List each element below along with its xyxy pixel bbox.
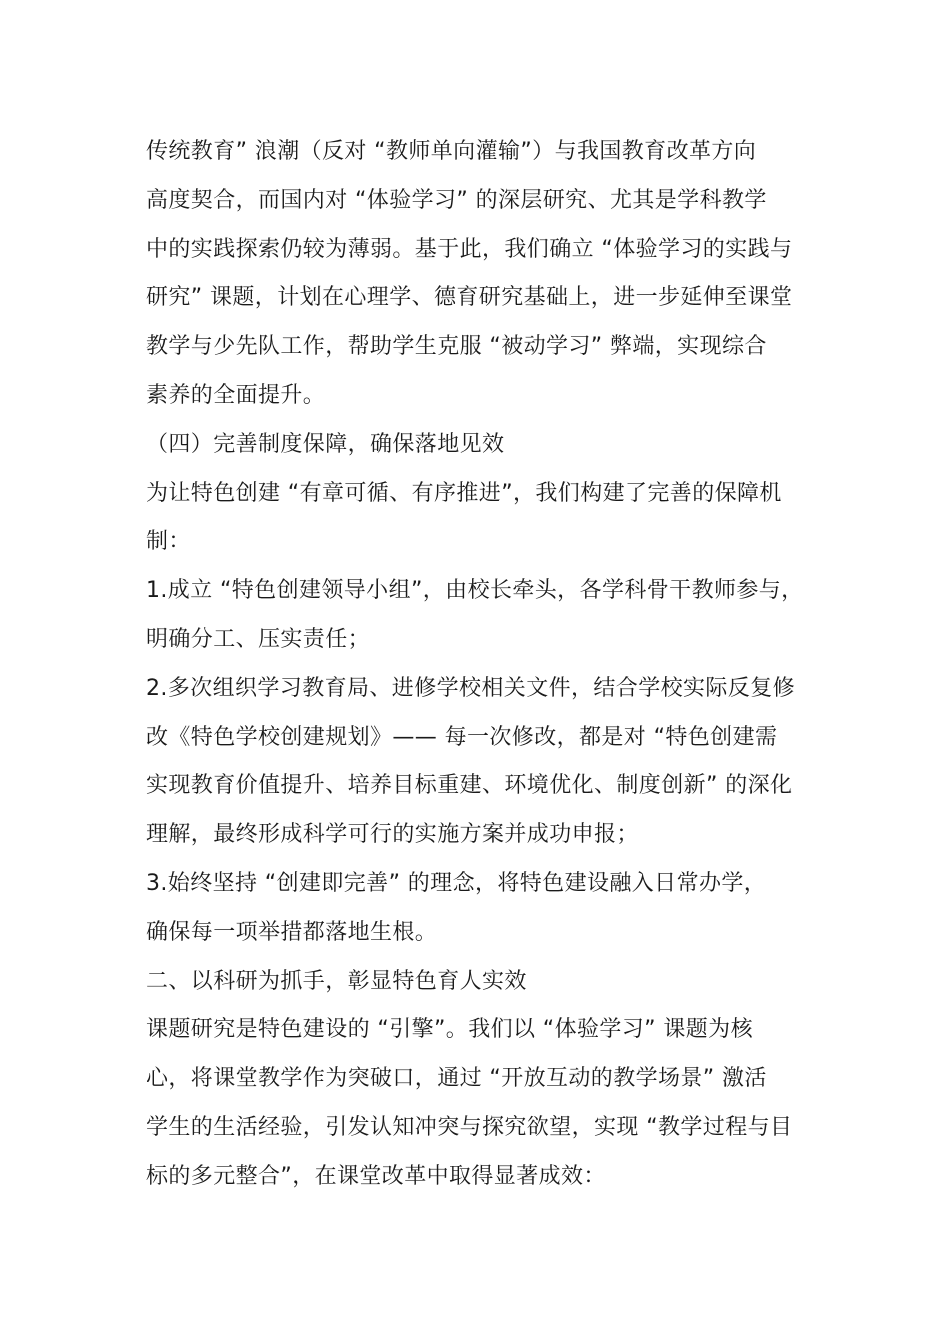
list-item-continuation: 明确分工、压实责任； <box>146 626 371 652</box>
list-item-continuation: 确保每一项举措都落地生根。 <box>146 919 438 945</box>
list-item-continuation: 理解，最终形成科学可行的实施方案并成功申报； <box>146 822 639 848</box>
body-line: 标的多元整合”，在课堂改革中取得显著成效： <box>146 1163 606 1189</box>
list-item-continuation: 实现教育价值提升、培养目标重建、环境优化、制度创新” 的深化 <box>146 773 793 799</box>
body-line: 中的实践探索仍较为薄弱。基于此，我们确立 “体验学习的实践与 <box>146 236 793 262</box>
section-heading: （四）完善制度保障，确保落地见效 <box>146 431 505 457</box>
list-item: 3.始终坚持 “创建即完善” 的理念，将特色建设融入日常办学， <box>146 870 767 896</box>
list-item: 2.多次组织学习教育局、进修学校相关文件，结合学校实际反复修 <box>146 675 795 701</box>
body-line: 课题研究是特色建设的 “引擎”。我们以 “体验学习” 课题为核 <box>146 1017 753 1043</box>
list-item: 1.成立 “特色创建领导小组”，由校长牵头，各学科骨干教师参与， <box>146 578 804 604</box>
body-line: 心，将课堂教学作为突破口，通过 “开放互动的教学场景” 激活 <box>146 1066 767 1092</box>
body-line: 传统教育” 浪潮（反对 “教师单向灌输”）与我国教育改革方向 <box>146 139 757 164</box>
body-line: 制： <box>146 529 191 555</box>
body-line: 研究” 课题，计划在心理学、德育研究基础上，进一步延伸至课堂 <box>146 285 793 311</box>
body-line: 为让特色创建 “有章可循、有序推进”，我们构建了完善的保障机 <box>146 480 782 506</box>
list-item-continuation: 改《特色学校创建规划》—— 每一次修改，都是对 “特色创建需 <box>146 724 778 750</box>
body-line: 高度契合，而国内对 “体验学习” 的深层研究、尤其是学科教学 <box>146 187 767 213</box>
section-heading: 二、以科研为抓手，彰显特色育人实效 <box>146 968 527 994</box>
body-line: 学生的生活经验，引发认知冲突与探究欲望，实现 “教学过程与目 <box>146 1114 793 1140</box>
body-line: 素养的全面提升。 <box>146 382 326 408</box>
document-body <box>146 128 826 1202</box>
body-line: 教学与少先队工作，帮助学生克服 “被动学习” 弊端，实现综合 <box>146 334 767 360</box>
